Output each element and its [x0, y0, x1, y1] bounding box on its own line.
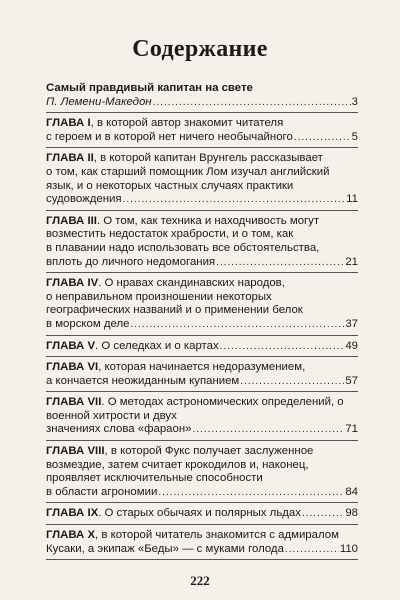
leader-dots [294, 131, 351, 145]
chapter-label: ГЛАВА VII [46, 396, 102, 409]
leader-dots [153, 96, 351, 110]
chapter-title-line: возмездие, затем считает крокодилов и, наконец, [46, 458, 309, 471]
leader-dots [130, 318, 344, 332]
divider [46, 391, 358, 392]
toc-page-number: 11 [346, 193, 358, 206]
chapter-title-line: географических названий и о применении белок [46, 304, 303, 317]
toc-page-number: 110 [339, 542, 358, 555]
chapter-title-line: . О старых обычаях и полярных льдах [98, 507, 301, 520]
chapter-title-line: , в которой капитан Врунгель рассказывает [93, 152, 323, 165]
divider [46, 524, 358, 525]
chapter-title-line: значениях слова «фараон» [46, 423, 192, 436]
chapter-label: ГЛАВА V [46, 339, 96, 352]
divider [46, 335, 358, 336]
toc-page-number: 57 [345, 374, 358, 387]
toc-entry [46, 396, 358, 437]
divider [46, 502, 358, 503]
leader-dots [240, 375, 344, 389]
chapter-title-line: в области агрономии [46, 485, 158, 498]
chapter-title-line: Кусаки, а экипаж «Беды» — с муками голода [46, 542, 284, 555]
chapter-label: ГЛАВА VI [46, 361, 99, 374]
chapter-title-line: , в которой Фукс получает заслуженное [104, 445, 314, 458]
leader-dots [192, 423, 344, 437]
chapter-title-line: возместить недостаток храбрости, и о том, как [46, 228, 294, 241]
chapter-label: ГЛАВА IX [46, 507, 99, 520]
chapter-title-line: . О том, как техника и находчивость могут [96, 214, 320, 227]
divider [46, 440, 358, 441]
table-of-contents [46, 82, 358, 564]
divider [46, 112, 358, 113]
toc-entry [46, 445, 358, 499]
toc-entry [46, 117, 358, 144]
chapter-title-line: . О нравах скандинавских народов, [98, 277, 285, 290]
toc-page-number: 21 [345, 255, 358, 268]
toc-page-number: 98 [345, 507, 358, 520]
leader-dots [123, 193, 346, 207]
toc-entry [46, 507, 358, 521]
page-title: Содержание [132, 36, 268, 62]
chapter-label: ГЛАВА II [46, 152, 94, 165]
leader-dots [216, 256, 344, 270]
chapter-title-line: а кончается неожиданным купанием [46, 374, 240, 387]
toc-entry [46, 152, 358, 206]
chapter-label: ГЛАВА X [46, 529, 96, 542]
chapter-title-line: судовождения [46, 193, 122, 206]
toc-page-number: 3 [351, 95, 358, 108]
leader-dots [285, 543, 339, 557]
chapter-title-line: , в которой автор знакомит читателя [90, 117, 284, 130]
toc-entry [46, 277, 358, 331]
leader-dots [220, 340, 345, 354]
page-number: 222 [190, 573, 210, 588]
chapter-title-line: о том, как старший помощник Лом изучал английский [46, 165, 330, 178]
chapter-title-line: в плавании надо использовать все обстоятельства, [46, 241, 320, 254]
toc-entry [46, 215, 358, 269]
chapter-title-line: в морском деле [46, 317, 130, 330]
toc-entry [46, 529, 358, 556]
toc-entry [46, 361, 358, 388]
chapter-title-line: , в которой читатель знакомится с адмиралом [95, 529, 339, 542]
divider [46, 210, 358, 211]
chapter-list [46, 117, 358, 560]
chapter-title-line: . О селедках и о картах [95, 339, 219, 352]
leader-dots [158, 486, 344, 500]
chapter-title-line: , которая начинается недоразумением, [98, 361, 306, 374]
toc-entry-preface [46, 82, 358, 109]
toc-page-number: 84 [345, 485, 358, 498]
chapter-title-line: язык, и о некоторых частных случаях практики [46, 179, 294, 192]
toc-page-number: 37 [345, 317, 358, 330]
chapter-label: ГЛАВА III [46, 214, 97, 227]
leader-dots [302, 507, 344, 521]
chapter-title-line: проявляет исключительные способности [46, 472, 263, 485]
chapter-label: ГЛАВА I [46, 117, 91, 130]
chapter-title-line: о неправильном произношении некоторых [46, 290, 272, 303]
chapter-title-line: вплоть до личного недомогания [46, 255, 216, 268]
divider [46, 356, 358, 357]
toc-page-number: 49 [345, 339, 358, 352]
divider [46, 272, 358, 273]
toc-entry [46, 340, 358, 354]
toc-page-number: 5 [351, 130, 358, 143]
chapter-label: ГЛАВА VIII [46, 445, 105, 458]
preface-heading: Самый правдивый капитан на свете [46, 82, 253, 94]
divider [46, 559, 358, 560]
chapter-title-line: с героем и в которой нет ничего необычайного [46, 130, 293, 143]
chapter-label: ГЛАВА IV [46, 277, 99, 290]
chapter-title-line: . О методах астрономических определений, о [101, 396, 344, 409]
divider [46, 147, 358, 148]
preface-author: П. Лемени-Македон [46, 95, 152, 108]
chapter-title-line: военной хитрости и двух [46, 409, 177, 422]
toc-page-number: 71 [345, 423, 358, 436]
